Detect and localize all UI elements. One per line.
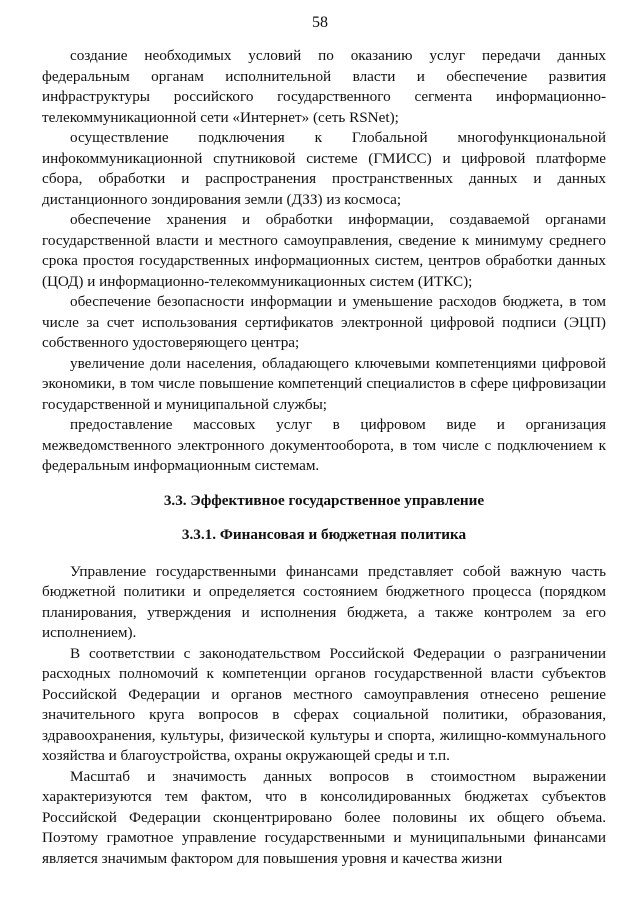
list-item: увеличение доли населения, обладающего ключевыми компетенциями цифровой экономики, в том числе повышение компетенций специалистов в сфере цифровизации государственной и муниципальной службы;	[42, 354, 606, 413]
page-body	[42, 46, 606, 869]
page-number: 58	[312, 14, 328, 31]
section-heading: 3.3. Эффективное государственное управление	[163, 491, 485, 509]
list-item: обеспечение хранения и обработки информации, создаваемой органами государственной власти и местного самоуправления, сведение к минимуму среднего срока простоя государственных информационных систем, центров обработки данных (ЦОД) и информационно-телекоммуникационных систем (ИТКС);	[42, 211, 606, 290]
body-paragraph: В соответствии с законодательством Российской Федерации о разграничении расходных полномочий к компетенции органов государственной власти субъектов Российской Федерации и органов местного самоуправления отнесено решение значительного круга вопросов в сферах социальной политики, образования, здравоохранения, культуры, физической культуры и спорта, жилищно-коммунального хозяйства и благоустройства, охраны окружающей среды и т.п.	[42, 644, 606, 764]
list-item: обеспечение безопасности информации и уменьшение расходов бюджета, в том числе за счет использования сертификатов электронной цифровой подписи (ЭЦП) собственного удостоверяющего центра;	[42, 293, 606, 351]
list-item: создание необходимых условий по оказанию услуг передачи данных федеральным органам исполнительной власти и обеспечение развития инфраструктуры российского государственного сегмента информационно-телекоммуникационной сети «Интернет» (сеть RSNet);	[42, 47, 606, 126]
body-paragraph: Управление государственными финансами представляет собой важную часть бюджетной политики и определяется состоянием бюджетного процесса (порядком планирования, утверждения и исполнения бюджета, а также контролем за его исполнением).	[42, 562, 606, 641]
body-paragraph: Масштаб и значимость данных вопросов в стоимостном выражении характеризуются тем фактом, что в консолидированных бюджетах субъектов Российской Федерации сконцентрировано более половины их общего объема. Поэтому грамотное управление государственными и муниципальными финансами является значимым фактором для повышения уровня и качества жизни	[42, 767, 606, 867]
list-item: предоставление массовых услуг в цифровом виде и организация межведомственного электронного документооборота, в том числе с подключением к федеральным информационным системам.	[42, 416, 606, 474]
list-item: осуществление подключения к Глобальной многофункциональной инфокоммуникационной спутниковой системе (ГМИСС) и цифровой платформе сбора, обработки и распространения пространственных данных и данных дистанционного зондирования земли (ДЗЗ) из космоса;	[42, 129, 606, 208]
subsection-heading: 3.3.1. Финансовая и бюджетная политика	[181, 526, 467, 543]
